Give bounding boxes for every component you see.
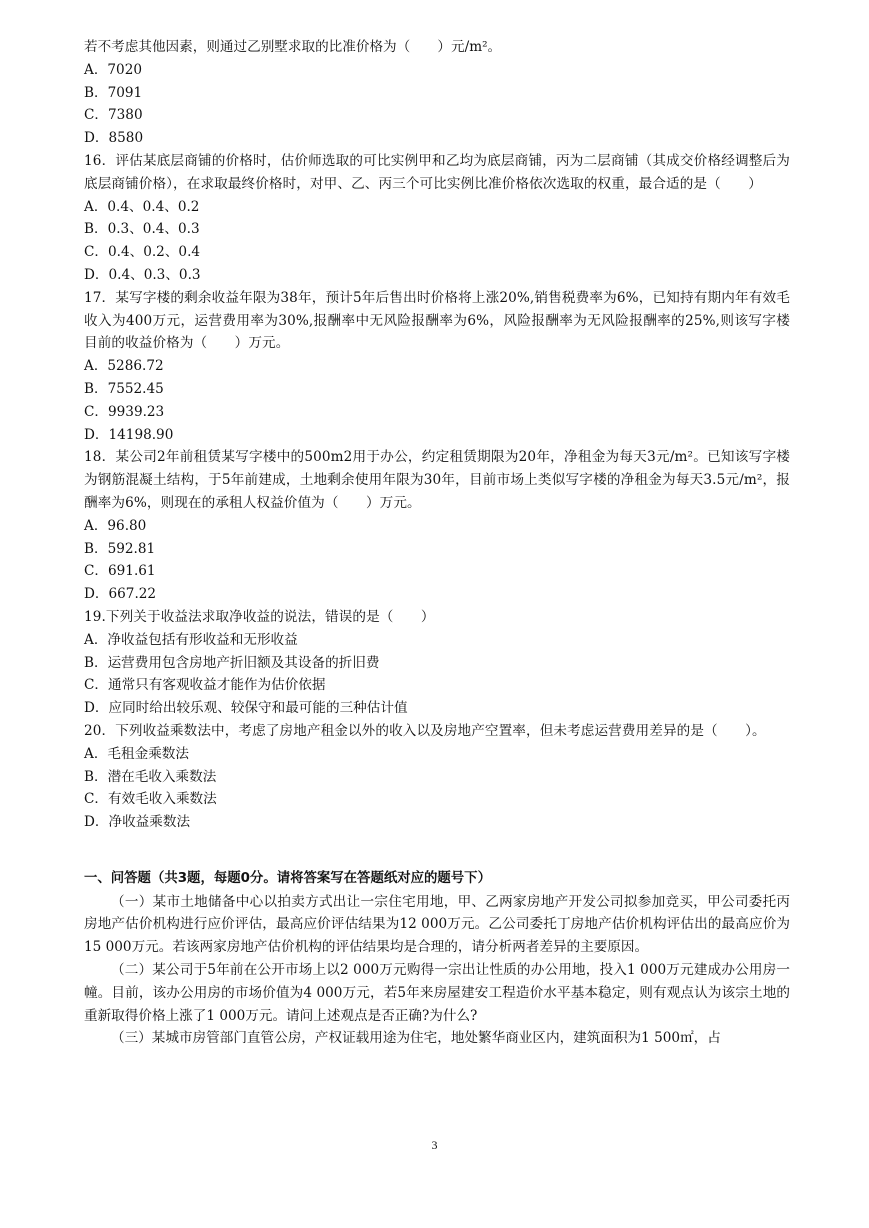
option-c: C．691.61: [84, 563, 156, 580]
option-d: D．8580: [84, 130, 144, 147]
section-spacer: [84, 834, 790, 868]
option-d: D．应同时给出较乐观、较保守和最可能的三种估计值: [84, 700, 408, 717]
option-d: D．667.22: [84, 586, 157, 603]
option-b: B．潜在毛收入乘数法: [84, 768, 217, 785]
essay-question-2: （二）某公司于5年前在公开市场上以2 000万元购得一宗出让性质的办公用地，投入1 000万元建成办公用房一幢。目前，该办公用房的市场价值为4 000万元，若5年来房屋建安工程造价水平基本稳定，则有观点认为该宗土地的重新取得价格上涨了1 000万元。请问上述观点是否正确?为什么?: [84, 962, 790, 1024]
option-a: A．毛租金乘数法: [84, 745, 189, 762]
option-b: B．运营费用包含房地产折旧额及其设备的折旧费: [84, 654, 380, 671]
option-c: C．7380: [84, 107, 143, 124]
option-c: C．通常只有客观收益才能作为估价依据: [84, 677, 326, 694]
question-18-stem: 18．某公司2年前租赁某写字楼中的500m2用于办公，约定租赁期限为20年，净租金为每天3元/m²。已知该写字楼为钢筋混凝土结构，于5年前建成，土地剩余使用年限为30年，目前市场上类似写字楼的净租金为每天3.5元/m²，报酬率为6%，则现在的承租人权益价值为（ ）万元。: [84, 449, 790, 511]
essay-question-3: （三）某城市房管部门直管公房，产权证载用途为住宅，地处繁华商业区内，建筑面积为1 500㎡，占: [111, 1030, 721, 1047]
option-a: A．96.80: [84, 517, 147, 534]
document-page: [84, 36, 790, 1050]
option-a: A．7020: [84, 61, 143, 78]
question-15-tail: 若不考虑其他因素，则通过乙别墅求取的比准价格为（ ）元/m²。: [84, 39, 502, 55]
essay-question-1: （一）某市土地储备中心以拍卖方式出让一宗住宅用地，甲、乙两家房地产开发公司拟参加竞买，甲公司委托丙房地产估价机构进行应价评估，最高应价评估结果为12 000万元。乙公司委托丁房地产估价机构评估出的最高应价为15 000万元。若该两家房地产估价机构的评估结果均是合理的，请分析两者差异的主要原因。: [84, 893, 790, 956]
option-d: D．净收益乘数法: [84, 814, 191, 831]
option-c: C．0.4、0.2、0.4: [84, 244, 201, 261]
option-b: B．7552.45: [84, 380, 164, 397]
question-17-stem: 17．某写字楼的剩余收益年限为38年，预计5年后售出时价格将上涨20%,销售税费率为6%，已知持有期内年有效毛收入为400万元，运营费用率为30%,报酬率中无风险报酬率为6%，风险报酬率为无风险报酬率的25%,则该写字楼目前的收益价格为（ ）万元。: [84, 289, 790, 352]
section-title: 一、问答题（共3题，每题0分。请将答案写在答题纸对应的题号下）: [84, 870, 491, 886]
page-number: 3: [431, 1138, 438, 1152]
option-b: B．7091: [84, 84, 143, 101]
option-b: B．0.3、0.4、0.3: [84, 221, 200, 238]
option-c: C．9939.23: [84, 403, 165, 420]
option-b: B．592.81: [84, 540, 156, 557]
option-d: D．0.4、0.3、0.3: [84, 266, 201, 283]
question-16-stem: 16．评估某底层商铺的价格时，估价师选取的可比实例甲和乙均为底层商铺，丙为二层商铺（其成交价格经调整后为底层商铺价格），在求取最终价格时，对甲、乙、丙三个可比实例比准价格依次选取的权重，最合适的是（ ）: [84, 152, 790, 192]
option-a: A．净收益包括有形收益和无形收益: [84, 631, 298, 648]
question-19-stem: 19.下列关于收益法求取净收益的说法，错误的是（ ）: [84, 608, 435, 625]
option-a: A．5286.72: [84, 358, 164, 375]
option-c: C．有效毛收入乘数法: [84, 791, 217, 808]
option-a: A．0.4、0.4、0.2: [84, 198, 200, 215]
option-d: D．14198.90: [84, 426, 174, 443]
question-20-stem: 20．下列收益乘数法中，考虑了房地产租金以外的收入以及房地产空置率，但未考虑运营费用差异的是（ ）。: [84, 722, 766, 739]
